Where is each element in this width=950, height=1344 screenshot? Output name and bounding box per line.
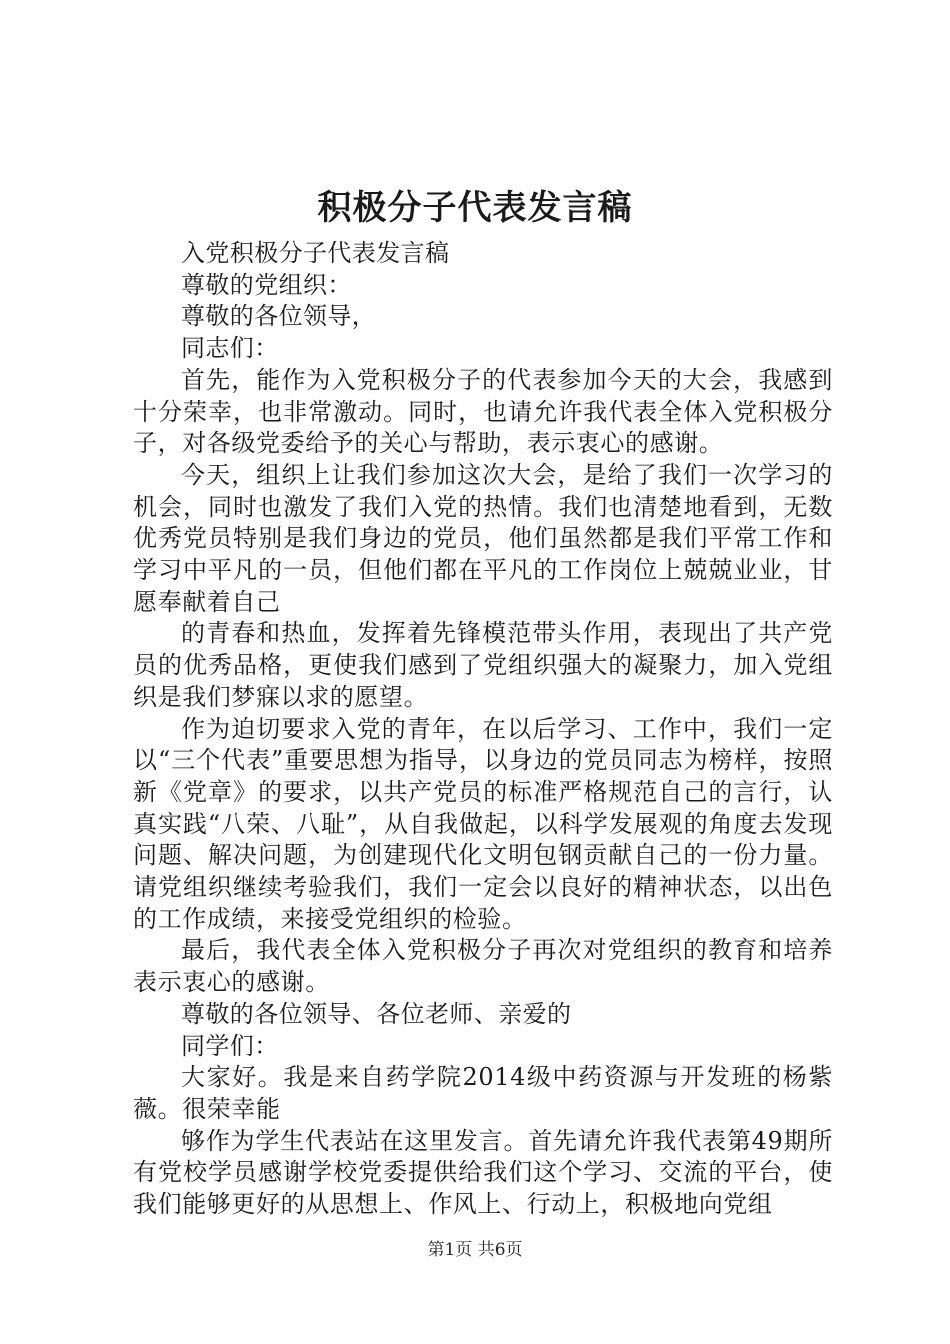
document-body (133, 238, 833, 1221)
paragraph: 同学们： (181, 1031, 279, 1060)
paragraph: 尊敬的党组织： (181, 270, 352, 299)
paragraph: 大家好。我是来自药学院2014级中药资源与开发班的杨紫薇。很荣幸能 (133, 1063, 833, 1123)
paragraph: 首先，能作为入党积极分子的代表参加今天的大会，我感到十分荣幸，也非常激动。同时，也请允许我代表全体入党积极分子，对各级党委给予的关心与帮助，表示衷心的感谢。 (133, 365, 833, 458)
paragraph: 尊敬的各位领导、各位老师、亲爱的 (181, 999, 572, 1028)
paragraph: 同志们： (181, 334, 279, 363)
paragraph: 入党积极分子代表发言稿 (181, 239, 450, 267)
paragraph: 最后，我代表全体入党积极分子再次对党组织的教育和培养表示衷心的感谢。 (133, 936, 833, 997)
paragraph: 作为迫切要求入党的青年，在以后学习、工作中，我们一定以“三个代表”重要思想为指导，以身边的党员同志为榜样，按照新《党章》的要求，以共产党员的标准严格规范自己的言行，认真实践“八荣、八耻”，从自我做起，以科学发展观的角度去发现问题、解决问题，为创建现代化文明包钢贡献自己的一份力量。请党组织继续考验我们，我们一定会以良好的精神状态，以出色的工作成绩，来接受党组织的检验。 (133, 714, 833, 933)
page-footer: 第1页 共6页 (427, 1240, 523, 1260)
paragraph: 的青春和热血，发挥着先锋模范带头作用，表现出了共产党员的优秀品格，更使我们感到了党组织强大的凝聚力，加入党组织是我们梦寐以求的愿望。 (133, 619, 833, 711)
document-title: 积极分子代表发言稿 (317, 188, 633, 228)
paragraph: 尊敬的各位领导， (181, 302, 377, 331)
paragraph: 今天，组织上让我们参加这次大会，是给了我们一次学习的机会，同时也激发了我们入党的热情。我们也清楚地看到，无数优秀党员特别是我们身边的党员，他们虽然都是我们平常工作和学习中平凡的一员，但他们都在平凡的工作岗位上兢兢业业，甘愿奉献着自己 (133, 460, 833, 616)
paragraph: 够作为学生代表站在这里发言。首先请允许我代表第49期所有党校学员感谢学校党委提供给我们这个学习、交流的平台，使我们能够更好的从思想上、作风上、行动上，积极地向党组 (133, 1126, 833, 1219)
